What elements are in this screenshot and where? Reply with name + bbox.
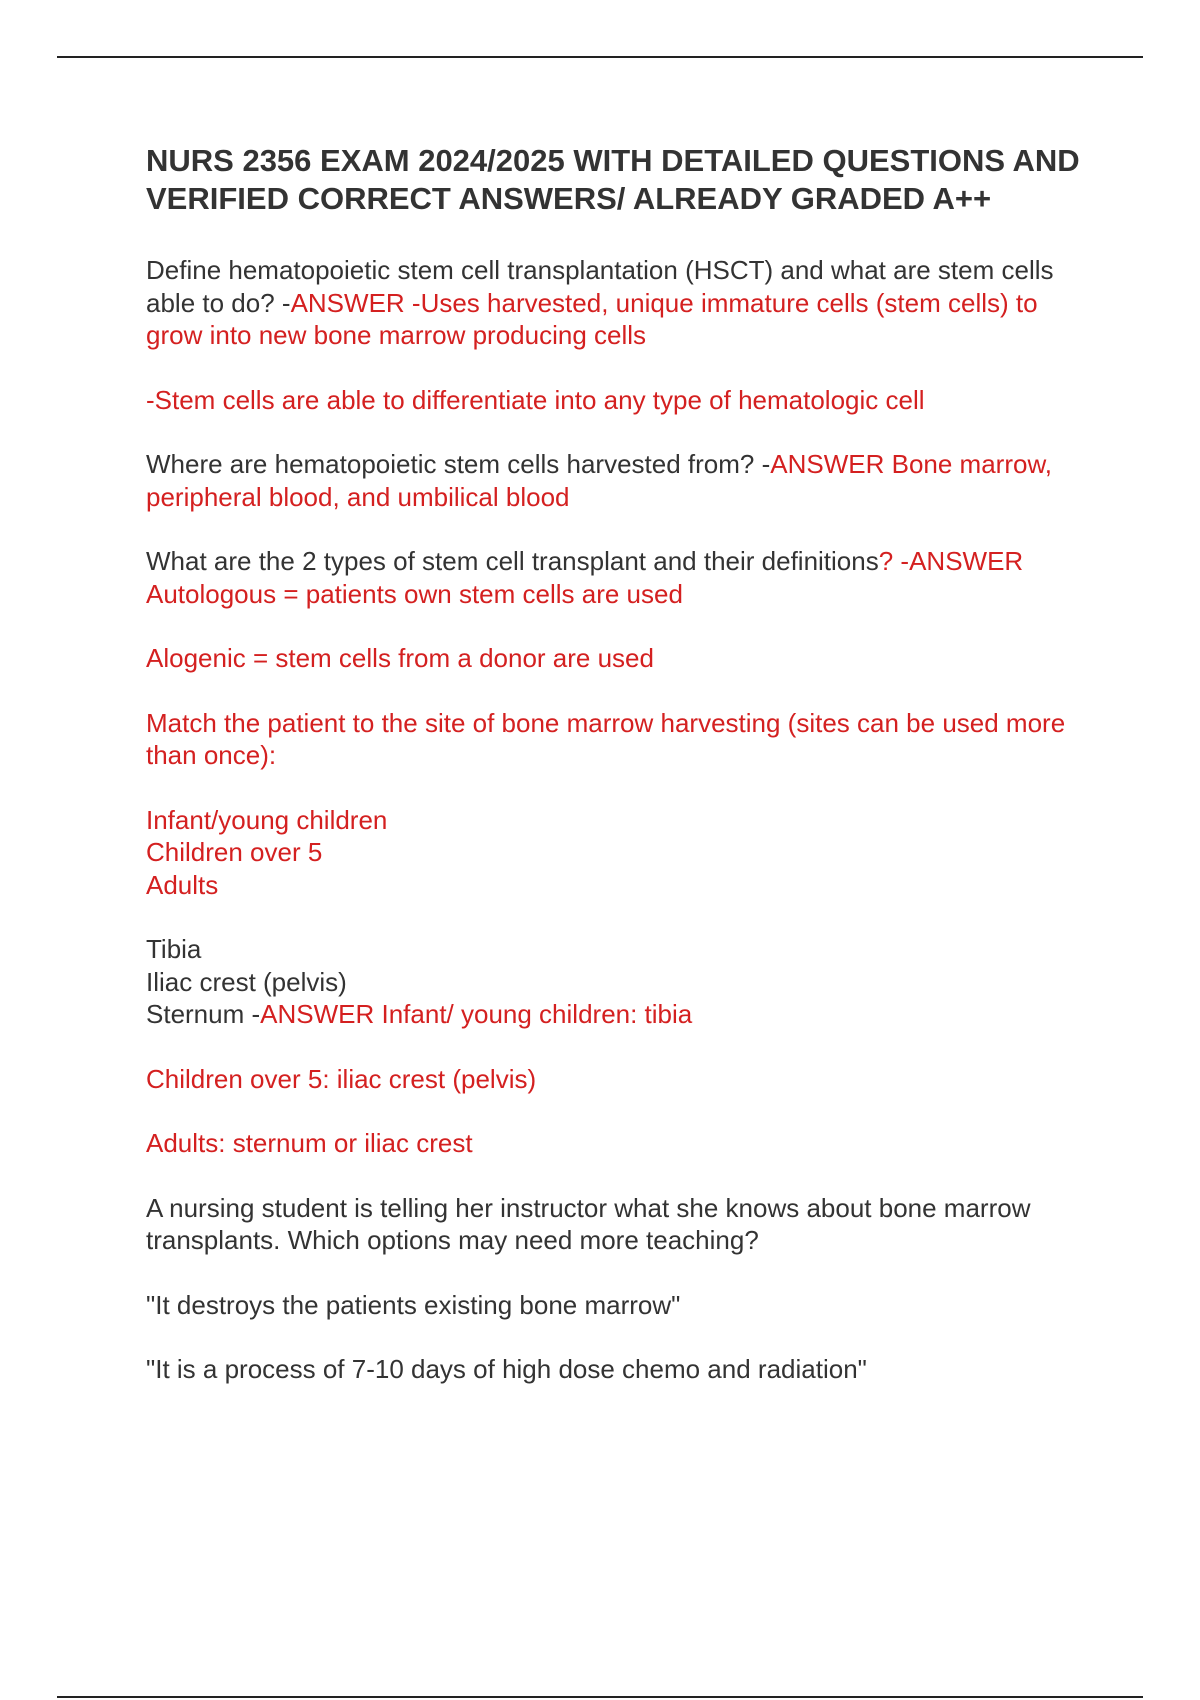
header-rule xyxy=(57,56,1143,58)
question-4-answer-2: Children over 5: iliac crest (pelvis) xyxy=(146,1063,537,1094)
site-item-last: Sternum - xyxy=(146,999,261,1029)
question-4-patients xyxy=(146,804,1086,902)
question-5-text: A nursing student is telling her instructor what she knows about bone marrow transplants. Which options may need more teaching? xyxy=(146,1192,1031,1255)
question-3-answer: ? -ANSWER Autologous = patients own stem cells are used xyxy=(146,546,1024,609)
question-5-option-2: "It is a process of 7-10 days of high dose chemo and radiation" xyxy=(146,1354,867,1384)
question-4-answer: ANSWER Infant/ young children: tibia xyxy=(260,999,693,1029)
question-2 xyxy=(146,448,1086,513)
question-5-option-1: "It destroys the patients existing bone marrow" xyxy=(146,1289,681,1320)
question-3-answer-extra: Alogenic = stem cells from a donor are used xyxy=(146,643,654,673)
question-1-answer-extra: -Stem cells are able to differentiate into any type of hematologic cell xyxy=(146,384,925,415)
site-item: Tibia xyxy=(146,934,202,964)
question-3 xyxy=(146,545,1086,610)
question-3-text: What are the 2 types of stem cell transplant and their definitions xyxy=(146,546,879,576)
question-1-text: Define hematopoietic stem cell transplantation (HSCT) and what are stem cells able to do? - xyxy=(146,255,1054,318)
document-body xyxy=(146,142,1086,1418)
patient-item: Children over 5 xyxy=(146,837,323,867)
question-1-answer: ANSWER -Uses harvested, unique immature cells (stem cells) to grow into new bone marrow producing cells xyxy=(146,287,1038,350)
patient-item: Infant/young children xyxy=(146,804,388,835)
document-title: NURS 2356 EXAM 2024/2025 WITH DETAILED QUESTIONS AND VERIFIED CORRECT ANSWERS/ ALREADY GRADED A++ xyxy=(146,143,1080,216)
patient-item: Adults xyxy=(146,869,219,900)
question-2-text: Where are hematopoietic stem cells harvested from? - xyxy=(146,449,771,479)
question-4-answer-3: Adults: sternum or iliac crest xyxy=(146,1128,473,1158)
question-4-prompt: Match the patient to the site of bone marrow harvesting (sites can be used more than once): xyxy=(146,707,1066,770)
site-item: Iliac crest (pelvis) xyxy=(146,966,347,997)
question-4-sites xyxy=(146,933,1086,1031)
question-2-answer: ANSWER Bone marrow, peripheral blood, and umbilical blood xyxy=(146,449,1053,512)
question-1 xyxy=(146,254,1086,352)
footer-rule xyxy=(57,1696,1143,1698)
